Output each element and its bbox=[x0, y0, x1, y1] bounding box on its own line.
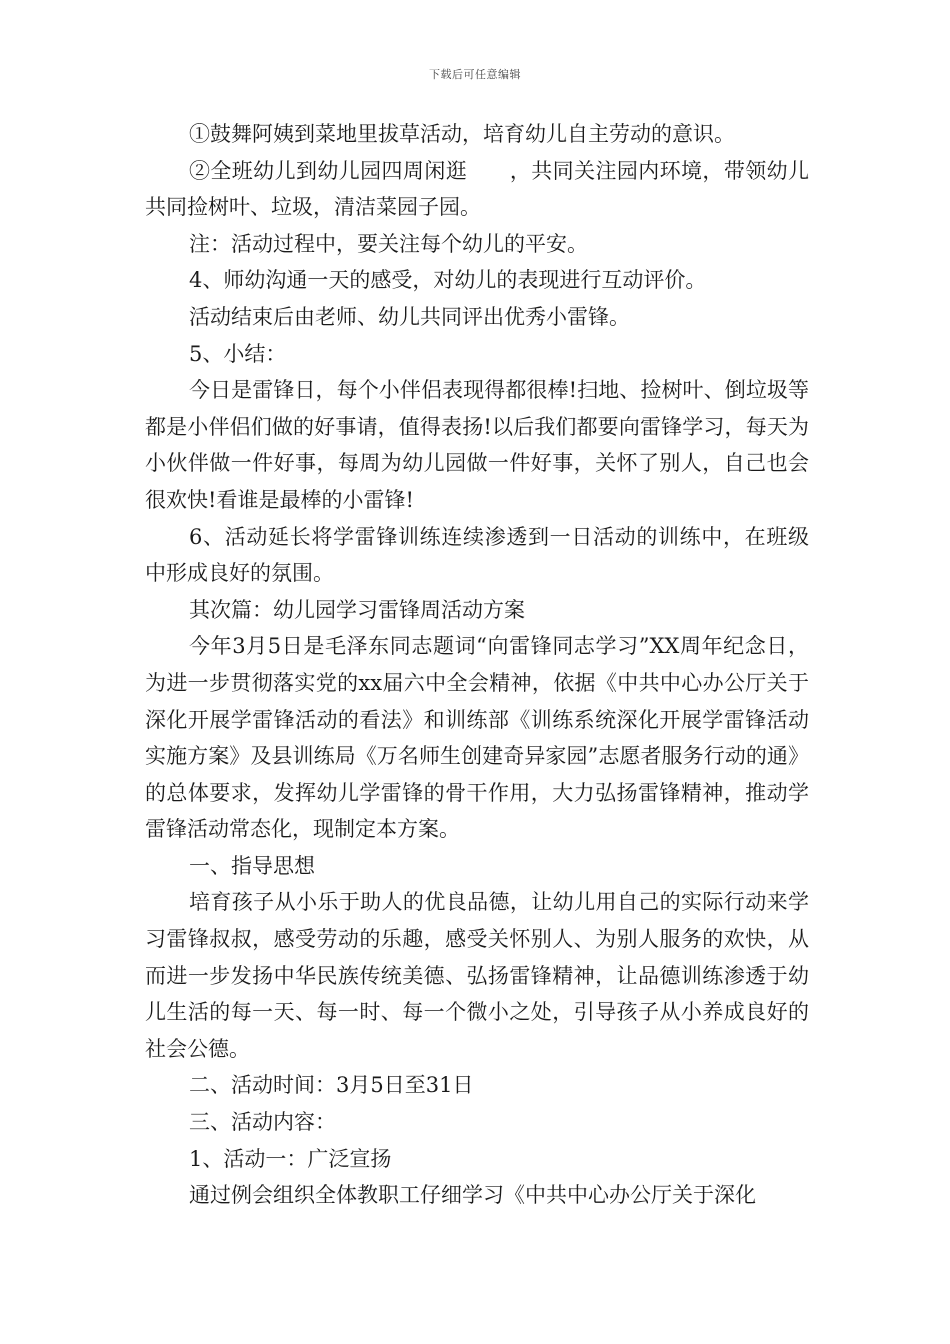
section-heading: 三、活动内容： bbox=[189, 1110, 336, 1135]
page-header: 下载后可任意编辑 bbox=[429, 68, 521, 81]
paragraph: 注：活动过程中，要关注每个幼儿的平安。 bbox=[189, 231, 588, 256]
paragraph: ①鼓舞阿姨到菜地里拔草活动，培育幼儿自主劳动的意识。 bbox=[189, 122, 735, 146]
paragraph: 通过例会组织全体教职工仔细学习《中共中心办公厅关于深化 bbox=[189, 1183, 756, 1208]
paragraph: 6、活动延长将学雷锋训练连续渗透到一日活动的训练中，在班级中形成良好的氛围。 bbox=[145, 524, 809, 586]
paragraph: 今日是雷锋日，每个小伴侣表现得都很棒!扫地、捡树叶、倒垃圾等都是小伴侣们做的好事请，值得表扬!以后我们都要向雷锋学习，每天为小伙伴做一件好事，每周为幼儿园做一件好事，关怀了别人，自己也会很欢快!看谁是最棒的小雷锋! bbox=[145, 378, 809, 512]
paragraph: 5、小结： bbox=[189, 341, 287, 366]
paragraph: 培育孩子从小乐于助人的优良品德，让幼儿用自己的实际行动来学习雷锋叔叔，感受劳动的乐趣，感受关怀别人、为别人服务的欢快，从而进一步发扬中华民族传统美德、弘扬雷锋精神，让品德训练渗透于幼儿生活的每一天、每一时、每一个微小之处，引导孩子从小养成良好的社会公德。 bbox=[145, 890, 809, 1061]
paragraph: 今年3月5日是毛泽东同志题词“向雷锋同志学习”XX周年纪念日，为进一步贯彻落实党的xx届六中全会精神，依据《中共中心办公厅关于深化开展学雷锋活动的看法》和训练部《训练系统深化开展学雷锋活动实施方案》及县训练局《万名师生创建奇异家园”志愿者服务行动的通》的总体要求，发挥幼儿学雷锋的骨干作用，大力弘扬雷锋精神，推动学雷锋活动常态化，现制定本方案。 bbox=[145, 634, 809, 842]
paragraph: ②全班幼儿到幼儿园四周闲逛 ，共同关注园内环境，带领幼儿共同捡树叶、垃圾，清洁菜园子园。 bbox=[145, 158, 809, 220]
section-heading: 二、活动时间：3月5日至31日 bbox=[189, 1073, 474, 1098]
document-body bbox=[145, 116, 809, 1214]
paragraph: 4、师幼沟通一天的感受，对幼儿的表现进行互动评价。 bbox=[189, 268, 707, 293]
subsection-heading: 1、活动一：广泛宣扬 bbox=[189, 1146, 392, 1171]
section-heading: 一、指导思想 bbox=[189, 853, 315, 878]
section-title: 其次篇：幼儿园学习雷锋周活动方案 bbox=[189, 597, 525, 622]
paragraph: 活动结束后由老师、幼儿共同评出优秀小雷锋。 bbox=[189, 304, 630, 329]
